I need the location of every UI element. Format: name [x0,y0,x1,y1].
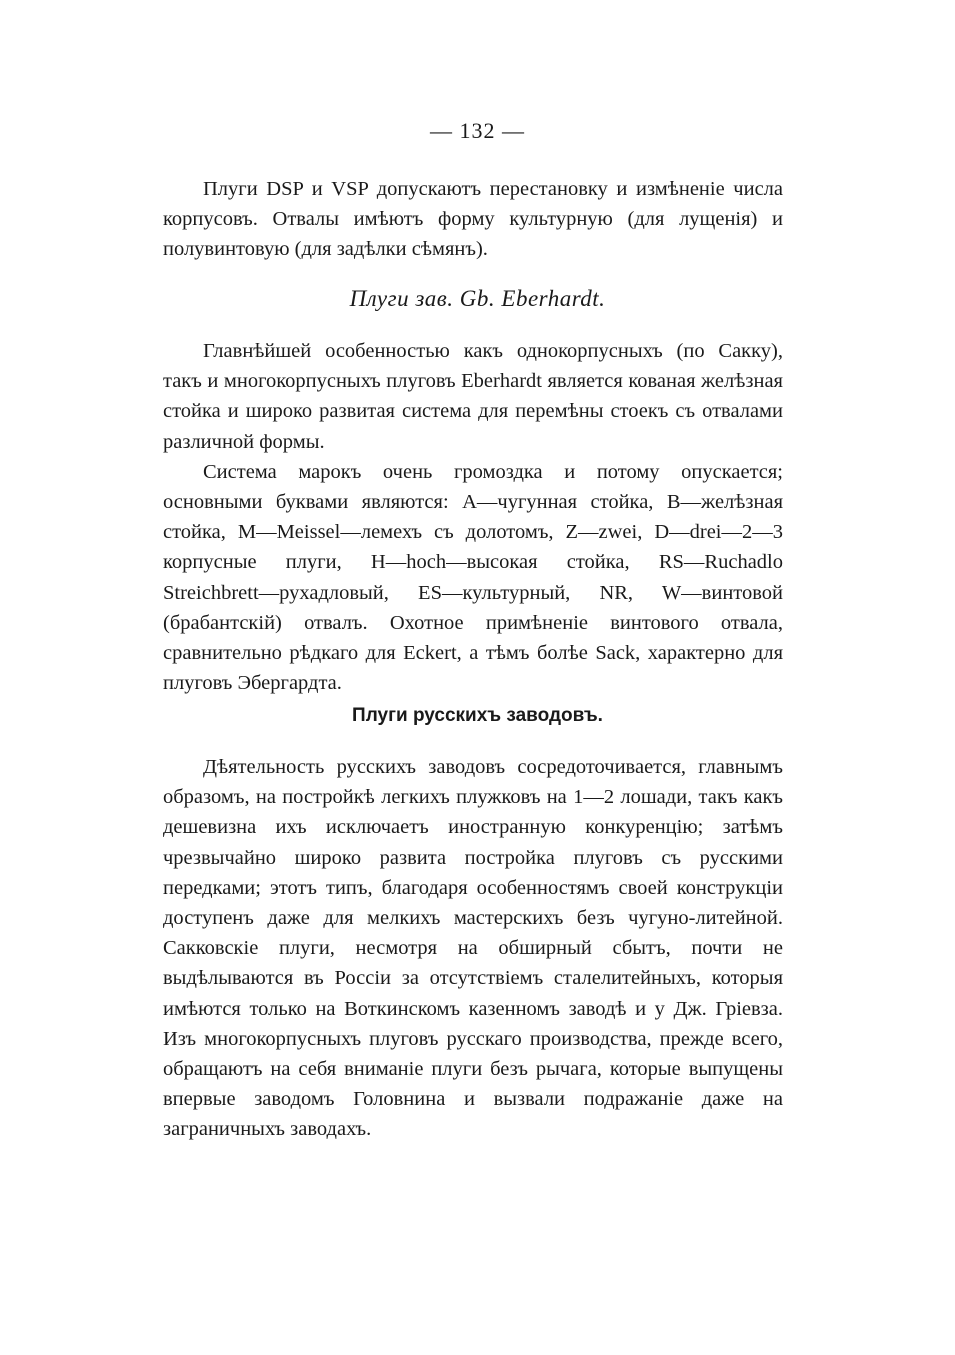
russian-section-title: Плуги русскихъ заводовъ. [352,705,603,726]
eberhardt-paragraph-1: Главнѣйшей особенностью какъ однокорпусныхъ (по Сакку), такъ и многокорпусныхъ плуговъ Eberhardt является кованая желѣзная стойка и широко развитая система для перемѣны стоекъ съ отвалами различной формы. [163,340,783,453]
intro-paragraph-block [163,174,783,265]
eberhardt-section-body [163,336,783,698]
russian-paragraph-1: Дѣятельность русскихъ заводовъ сосредоточивается, главнымъ образомъ, на постройкѣ легкихъ плужковъ на 1—2 лошади, такъ какъ дешевизна ихъ исключаетъ иностранную конкуренцію; затѣмъ чрезвычайно широко развита постройка плуговъ съ русскими передками; этотъ типъ, благодаря особенностямъ своей конструкціи доступенъ даже для мелкихъ мастерскихъ безъ чугуно-литейной. Сакковскіе плуги, несмотря на обширный сбытъ, почти не выдѣлываются въ Россіи за отсутствіемъ сталелитейныхъ, которыя имѣются только на Воткинскомъ казенномъ заводѣ и у Дж. Гріевза. Изъ многокорпусныхъ плуговъ русскаго производства, прежде всего, обращаютъ на себя вниманіе плуги безъ рычага, которые выпущены впервые заводомъ Головнина и вызвали подражаніе даже на заграничныхъ заводахъ. [163,756,783,1141]
eberhardt-paragraph-2: Система марокъ очень громоздка и потому опускается; основными буквами являются: А—чугунная стойка, В—желѣзная стойка, М—Meissel—лемехъ съ долотомъ, Z—zwei, D—drei—2—3 корпусные плуги, Н—hoch—высокая стойка, RS—Ruchadlo Streichbrett—рухадловый, ES—культурный, NR, W—винтовой (брабантскій) отвалъ. Охотное примѣненіе винтового отвала, сравнительно рѣдкаго для Eckert, а тѣмъ болѣе Sack, характерно для плуговъ Эбергардта. [163,460,783,695]
eberhardt-section-title: Плуги зав. Gb. Eberhardt. [349,286,606,311]
intro-paragraph: Плуги DSP и VSP допускаютъ перестановку и измѣненіе числа корпусовъ. Отвалы имѣютъ форму культурную (для лущенія) и полувинтовую (для задѣлки сѣмянъ). [163,178,783,261]
russian-section-body [163,752,783,1145]
page-number: — 132 — [430,118,525,143]
